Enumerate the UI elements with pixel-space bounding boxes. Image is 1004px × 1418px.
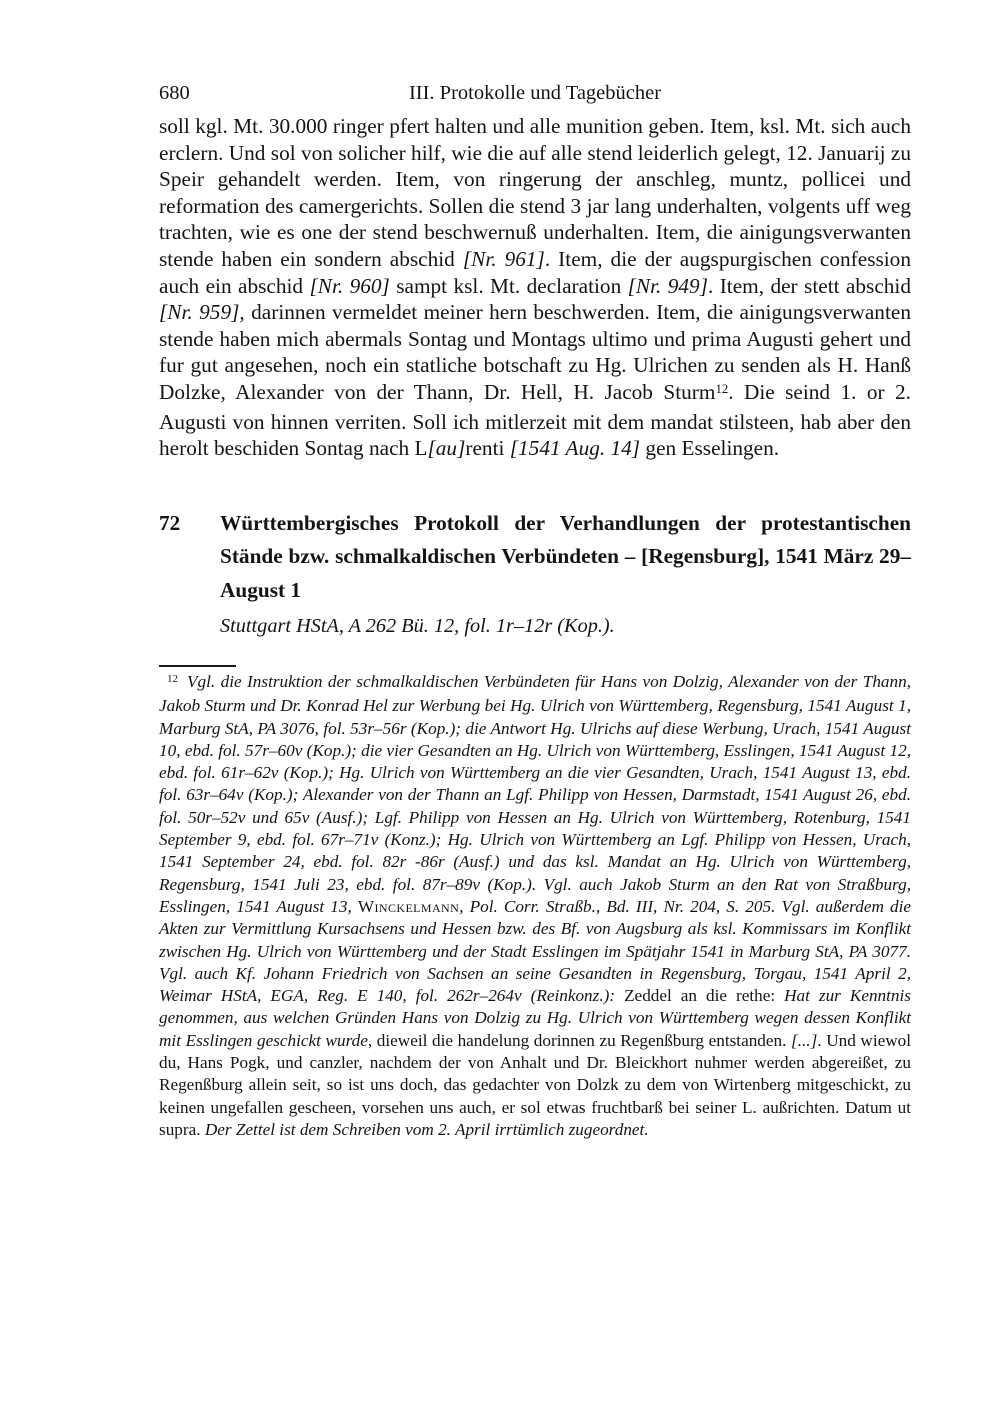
running-header-title: III. Protokolle und Tagebücher bbox=[408, 82, 662, 104]
footnote-separator-rule bbox=[159, 665, 236, 667]
page-number: 680 bbox=[159, 82, 190, 104]
entry-number: 72 bbox=[159, 510, 181, 535]
entry-heading bbox=[159, 507, 911, 607]
footnote-12 bbox=[159, 671, 911, 1141]
entry-title: Württembergisches Protokoll der Verhandlungen der protestantischen Stände bzw. schmalkaldischen Verbündeten – [Regensburg], 1541 März 29–August 1 bbox=[220, 510, 911, 602]
footnote-marker: 12 bbox=[167, 672, 178, 685]
entry-72 bbox=[159, 507, 911, 639]
entry-source-reference: Stuttgart HStA, A 262 Bü. 12, fol. 1r–12r (Kop.). bbox=[220, 614, 615, 637]
footnote-text: Vgl. die Instruktion der schmalkaldischen Verbündeten für Hans von Dolzig, Alexander von der Thann, Jakob Sturm und Dr. Konrad Hel zur Werbung bei Hg. Ulrich von Württemberg, Regensburg, 1541 August 1, Marburg StA, PA 3076, fol. 53r–56r (Kop.); die Antwort Hg. Ulrichs auf diese Werbung, Urach, 1541 August 10, ebd. fol. 57r–60v (Kop.); die vier Gesandten an Hg. Ulrich von Württemberg, Esslingen, 1541 August 12, ebd. fol. 61r–62v (Kop.); Hg. Ulrich von Württemberg an die vier Gesandten, Urach, 1541 August 13, ebd. fol. 63r–64v (Kop.); Alexander von der Thann an Lgf. Philipp von Hessen, Darmstadt, 1541 August 26, ebd. fol. 50r–52v und 65v (Ausf.); Lgf. Philipp von Hessen an Hg. Ulrich von Württemberg, Rotenburg, 1541 September 9, ebd. fol. 67r–71v (Konz.); Hg. Ulrich von Württemberg an Lgf. Philipp von Hessen, Urach, 1541 September 24, ebd. fol. 82r -86r (Ausf.) und das ksl. Mandat an Hg. Ulrich von Württemberg, Regensburg, 1541 Juli 23, ebd. fol. 87r–89v (Kop.). Vgl. auch Jakob Sturm an den Rat von Straßburg, Esslingen, 1541 August 13, Winckelmann, Pol. Corr. Straßb., Bd. III, Nr. 204, S. 205. Vgl. außerdem die Akten zur Vermittlung Kursachsens und Hessen bzw. des Bf. von Augsburg als ksl. Kommissars im Konflikt zwischen Hg. Ulrich von Württemberg und der Stadt Esslingen im Spätjahr 1541 in Marburg StA, PA 3077. Vgl. auch Kf. Johann Friedrich von Sachsen an seine Gesandten in Regensburg, Torgau, 1541 April 2, Weimar HStA, EGA, Reg. E 140, fol. 262r–264v (Reinkonz.): Zeddel an die rethe: Hat zur Kenntnis genommen, aus welchen Gründen Hans von Dolzig zu Hg. Ulrich von Württemberg wegen dessen Konflikt mit Esslingen geschickt wurde, dieweil die handelung dorinnen zu Regenßburg entstanden. [...]. Und wiewol du, Hans Pogk, und canzler, nachdem der von Anhalt und Dr. Bleickhort nuhmer werden abgereißet, zu Regenßburg allein seit, so ist uns doch, das gedachter von Dolzk zu dem von Wirtenberg mitgeschickt, zu keinen ungefallen gescheen, vorsehen uns auch, er sol etwas fruchtbarß bei seiner L. außrichten. Datum ut supra. Der Zettel ist dem Schreiben vom 2. April irrtümlich zugeordnet. bbox=[159, 671, 911, 1139]
running-header bbox=[159, 81, 911, 108]
main-text-paragraph: soll kgl. Mt. 30.000 ringer pfert halten und alle munition geben. Item, ksl. Mt. sich auch erclern. Und sol von solicher hilf, wie die auf alle stend leiderlich gelegt, 12. Januarij zu Speir gehandelt werden. Item, von ringerung der anschleg, muntz, pollicei und reformation des camergerichts. Sollen die stend 3 jar lang underhalten, volgents uff weg trachten, wie es one der stend beschwernuß underhalten. Item, die ainigungsverwanten stende haben ein sondern abschid [Nr. 961]. Item, die der augspurgischen confession auch ein abschid [Nr. 960] sampt ksl. Mt. declaration [Nr. 949]. Item, der stett abschid [Nr. 959], darinnen vermeldet meiner hern beschwerden. Item, die ainigungsverwanten stende haben mich abermals Sontag und Montags ultimo und prima Augusti gehert und fur gut angesehen, noch ein statliche botschaft zu Hg. Ulrichen zu senden als H. Hanß Dolzke, Alexander von der Thann, Dr. Hell, H. Jacob Sturm$^{12}$. Die seind 1. or 2. Augusti von hinnen verriten. Soll ich mitlerzeit mit dem mandat stilsteen, hab aber den herolt beschiden Sontag nach L[au]renti [1541 Aug. 14] gen Esselingen. bbox=[159, 114, 911, 461]
